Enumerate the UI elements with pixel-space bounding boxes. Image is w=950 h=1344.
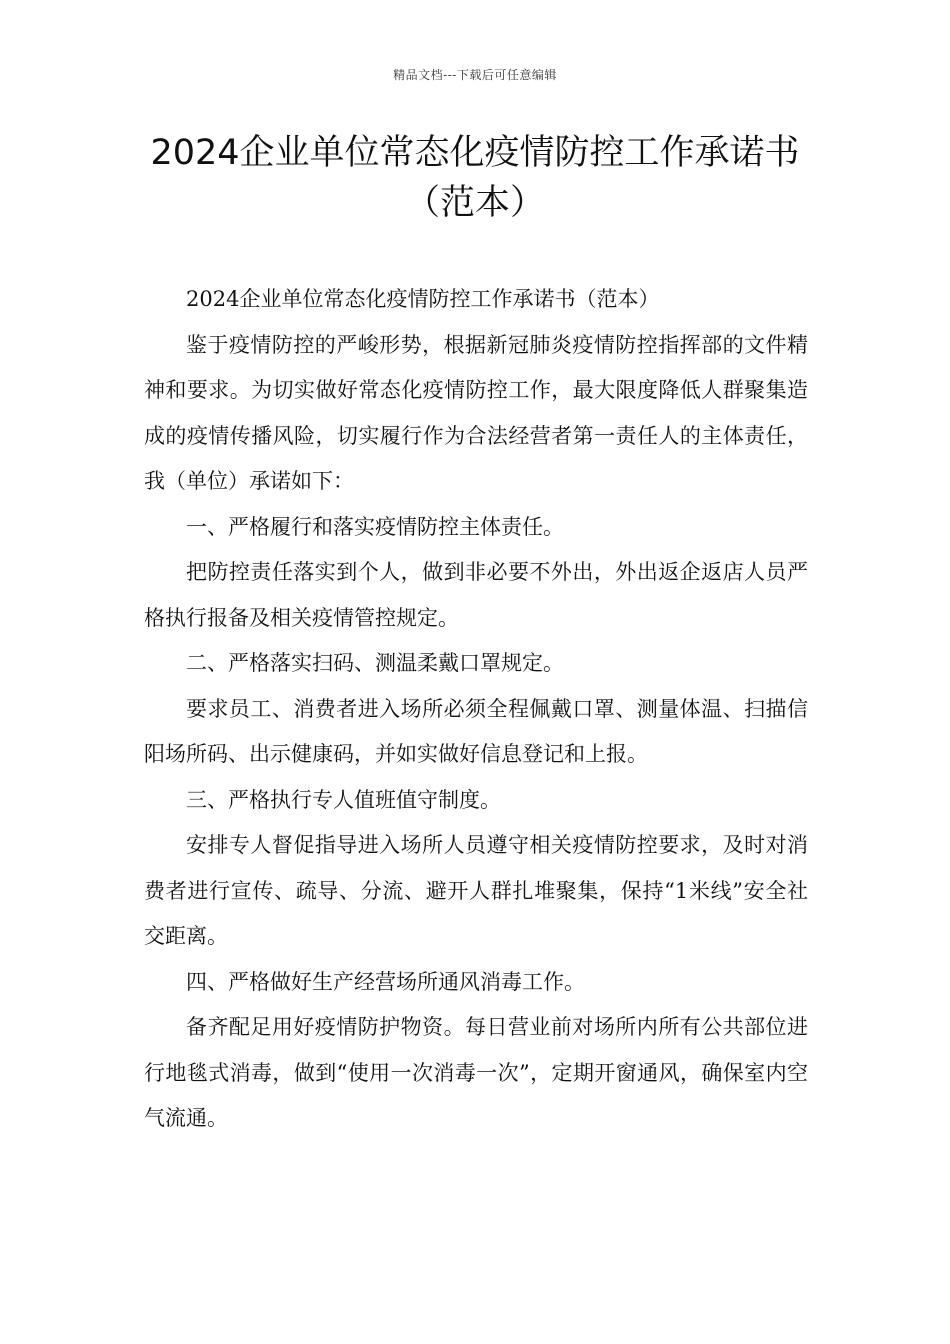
section-heading-2: 二、严格落实扫码、测温柔戴口罩规定。: [186, 651, 564, 675]
section-heading-4: 四、严格做好生产经营场所通风消毒工作。: [186, 969, 585, 994]
section-body-3: 安排专人督促指导进入场所人员遵守相关疫情防控要求，及时对消费者进行宣传、疏导、分流、避开人群扎堆聚集，保持“1米线”安全社交距离。: [144, 833, 808, 948]
document-body: [144, 277, 808, 1142]
section-body-2: 要求员工、消费者进入场所必须全程佩戴口罩、测量体温、扫描信阳场所码、出示健康码，并如实做好信息登记和上报。: [144, 696, 808, 766]
section-body-1: 把防控责任落实到个人，做到非必要不外出，外出返企返店人员严格执行报备及相关疫情管控规定。: [144, 560, 808, 630]
header-note: 精品文档---下载后可任意编辑: [393, 68, 557, 82]
section-heading-1: 一、严格履行和落实疫情防控主体责任。: [186, 514, 564, 539]
paragraph-intro: 鉴于疫情防控的严峻形势，根据新冠肺炎疫情防控指挥部的文件精神和要求。为切实做好常态化疫情防控工作，最大限度降低人群聚集造成的疫情传播风险，切实履行作为合法经营者第一责任人的主体责任，我（单位）承诺如下：: [144, 332, 808, 493]
document-title: 2024企业单位常态化疫情防控工作承诺书（范本）: [150, 133, 800, 223]
section-body-4: 备齐配足用好疫情防护物资。每日营业前对场所内所有公共部位进行地毯式消毒，做到“使用一次消毒一次”，定期开窗通风，确保室内空气流通。: [144, 1015, 808, 1130]
section-heading-3: 三、严格执行专人值班值守制度。: [186, 787, 501, 812]
paragraph-title-repeat: 2024企业单位常态化疫情防控工作承诺书（范本）: [186, 287, 660, 311]
